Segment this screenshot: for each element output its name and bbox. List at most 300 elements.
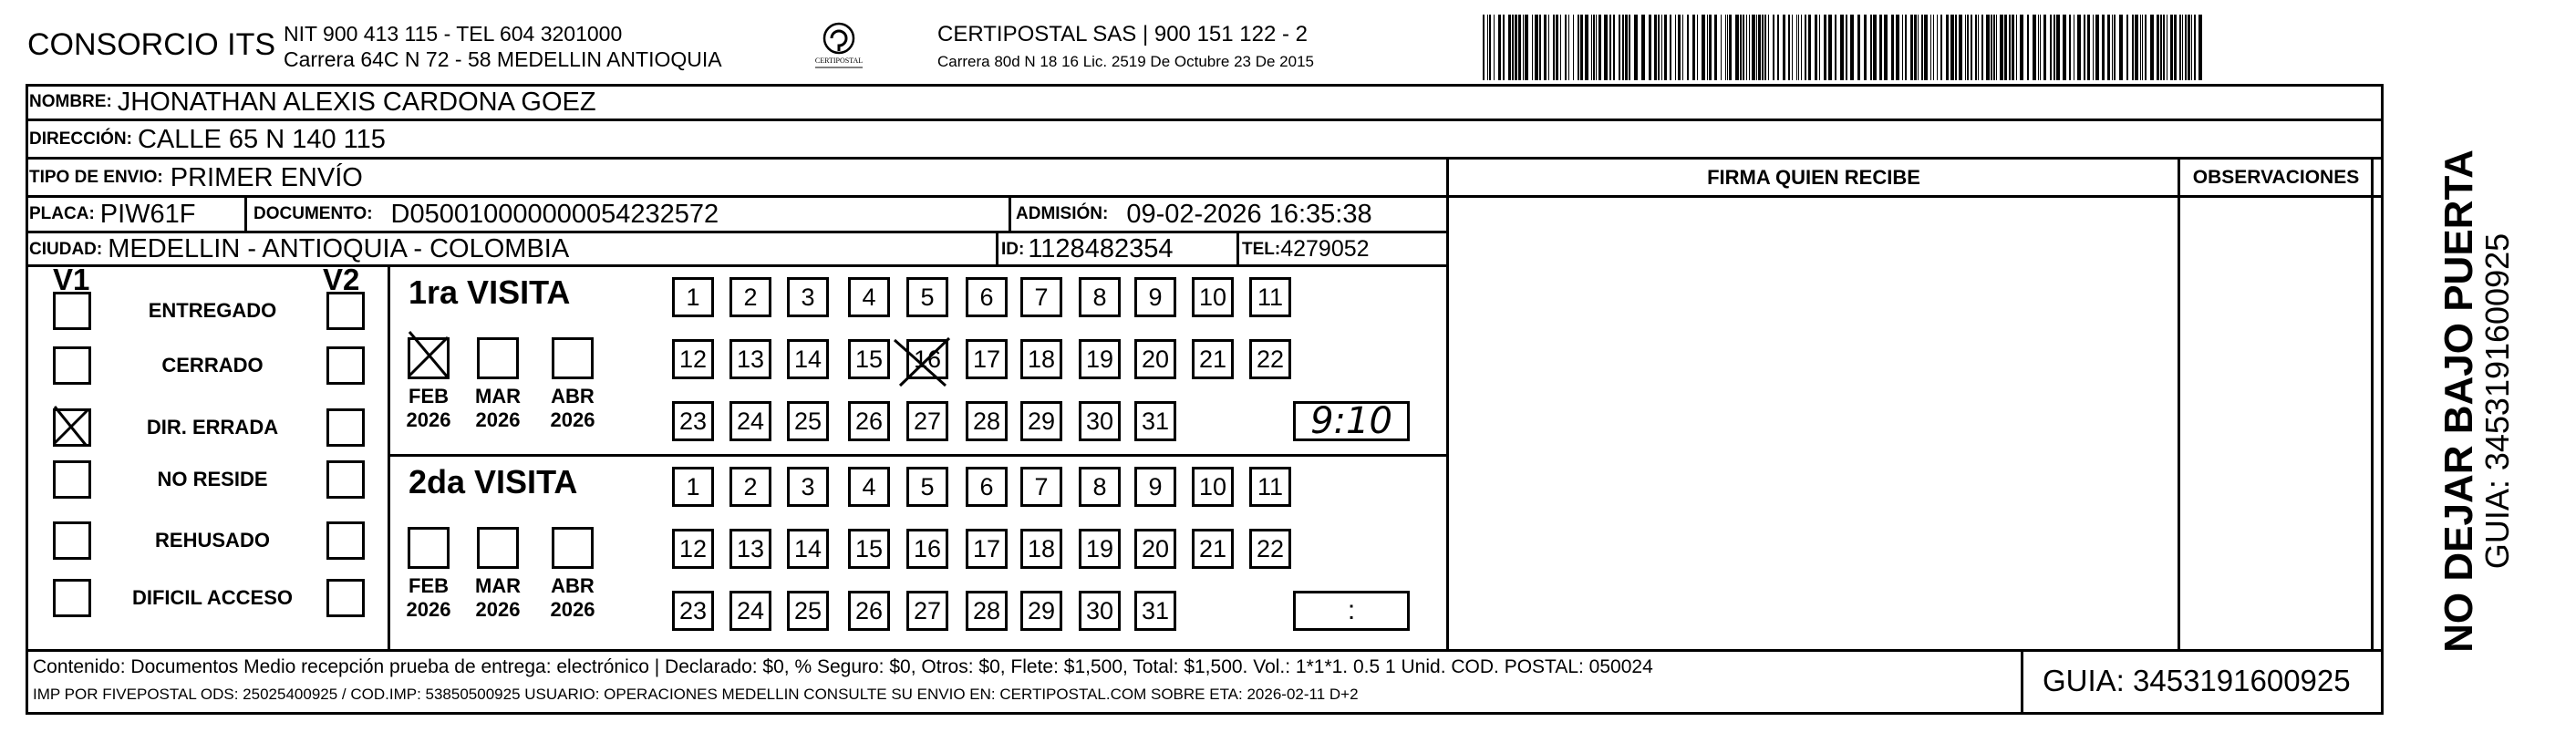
id-value: 1128482354 [1028,234,1174,263]
day-box[interactable]: 28 [966,591,1008,631]
barcode-bar [1955,15,1957,80]
footer-guia: GUIA: 3453191600925 [2043,664,2351,697]
nombre-field [29,85,596,119]
barcode-bar [1762,15,1764,80]
day-box[interactable]: 2 [729,277,771,317]
barcode-bar [2163,15,2165,80]
barcode-bar [1678,15,1681,80]
barcode-bar [2140,15,2141,80]
barcode-bar [1946,15,1949,80]
barcode-bar [2126,15,2128,80]
barcode-bar [1924,15,1928,80]
barcode-bar [1709,15,1712,80]
day-box[interactable]: 12 [672,339,714,379]
barcode-bar [2009,15,2011,80]
day-box[interactable]: 17 [966,339,1008,379]
visit-time-box[interactable]: : [1293,591,1410,631]
barcode-bar [1629,15,1630,80]
documento-field [253,197,719,232]
nombre-value: JHONATHAN ALEXIS CARDONA GOEZ [117,87,596,117]
barcode-bar [2087,15,2090,80]
barcode-bar [1981,15,1983,80]
barcode-bar [1661,15,1662,80]
barcode-bar [2179,15,2181,80]
day-box[interactable]: 9 [1134,277,1176,317]
barcode-bar [1879,15,1882,80]
footer-contenido: Contenido: Documentos Medio recepción prueba de entrega: electrónico | Declarado: $0, % Seguro: $0, Otros: $0, Flete: $1,500, Total: $1,500. Vol.: 1*1*1. 0.5 1 Unid. COD. POSTAL: 050024 [33,656,1653,677]
status-v1-checkbox[interactable] [53,408,91,447]
v1-header: V1 [53,263,90,296]
barcode-bar [2107,15,2110,80]
day-box[interactable]: 14 [787,529,829,569]
day-box[interactable]: 15 [848,529,890,569]
barcode-bar [1864,15,1867,80]
day-box[interactable]: 6 [966,467,1008,507]
barcode-bar [1808,15,1811,80]
day-box[interactable]: 7 [1020,467,1062,507]
barcode-bar [2033,15,2036,80]
barcode-bar [1721,15,1722,80]
barcode-bar [1494,15,1495,80]
barcode-bar [1675,15,1676,80]
barcode-bar [2170,15,2173,80]
barcode-bar [1796,15,1797,80]
barcode-bar [1641,15,1645,80]
barcode-bar [1991,15,1992,80]
barcode-bar [1609,15,1611,80]
barcode-bar [1548,15,1549,80]
barcode-bar [1578,15,1579,80]
barcode-bar [2056,15,2060,80]
barcode-bar [1692,15,1695,80]
day-box[interactable]: 31 [1134,591,1176,631]
barcode-bar [1967,15,1969,80]
month-label [545,574,600,622]
month-year: 2026 [475,408,521,431]
day-box[interactable]: 31 [1134,401,1176,441]
tel-value: 4279052 [1280,236,1370,262]
barcode-bar [1664,15,1667,80]
logo-text: CERTIPOSTAL [814,57,864,65]
month-name: ABR [551,385,595,407]
day-box[interactable]: 1 [672,277,714,317]
barcode-bar [1752,15,1755,80]
month-label [545,385,600,432]
barcode-bar [1905,15,1907,80]
barcode-bar [2004,15,2007,80]
barcode-bar [1532,15,1533,80]
barcode-bar [1498,15,1501,80]
day-box[interactable]: 25 [787,401,829,441]
month-label [471,574,525,622]
barcode-bar [1910,15,1913,80]
barcode-bar [1707,15,1708,80]
barcode-bar [1735,15,1739,80]
barcode-bar [2077,15,2081,80]
barcode-bar [2112,15,2113,80]
barcode-bar [1729,15,1732,80]
status-v1-checkbox[interactable] [53,460,91,499]
status-option-label: DIFICIL ACCESO [131,586,293,609]
certipostal-address: Carrera 80d N 18 16 Lic. 2519 De Octubre 23 De 2015 [937,53,1314,70]
firma-header: FIRMA QUIEN RECIBE [1707,166,1920,189]
barcode-bar [2191,15,2192,80]
barcode-bar [1573,15,1574,80]
month-label [471,385,525,432]
barcode-bar [2093,15,2094,80]
barcode-bar [2020,15,2023,80]
barcode-bar [1835,15,1836,80]
day-box[interactable]: 4 [848,467,890,507]
company-nit: NIT 900 413 115 - TEL 604 3201000 [284,22,623,46]
barcode-bar [1539,15,1541,80]
x-mark-icon [53,408,91,447]
day-box[interactable]: 8 [1079,467,1121,507]
day-box[interactable]: 11 [1249,467,1291,507]
barcode-bar [1891,15,1894,80]
status-v2-checkbox[interactable] [326,460,365,499]
month-name: FEB [409,574,449,597]
month-name: MAR [474,385,522,407]
month-year: 2026 [406,598,451,621]
barcode-bar [1568,15,1569,80]
barcode-bar [1768,15,1769,80]
barcode-bar [1565,15,1567,80]
barcode-bar [1749,15,1750,80]
barcode-bar [1649,15,1651,80]
barcode-bar [1523,15,1524,80]
day-box[interactable]: 21 [1192,339,1234,379]
barcode-bar [1902,15,1903,80]
barcode-bar [2185,15,2187,80]
day-box[interactable]: 4 [848,277,890,317]
company-name: CONSORCIO ITS [27,27,276,62]
day-box[interactable]: 18 [1020,529,1062,569]
barcode-bar [2040,15,2041,80]
barcode-bar [2054,15,2055,80]
barcode-bar [2150,15,2154,80]
barcode-bar [1515,15,1517,80]
status-v1-checkbox[interactable] [53,292,91,330]
status-v2-checkbox[interactable] [326,521,365,560]
barcode-bar [1658,15,1660,80]
day-box[interactable]: 20 [1134,339,1176,379]
barcode-bar [1625,15,1628,80]
v2-header: V2 [323,263,360,296]
tipo-envio-field [29,160,363,196]
barcode-bar [1727,15,1728,80]
barcode-bar [2069,15,2071,80]
day-box[interactable]: 15 [848,339,890,379]
barcode-bar [2102,15,2105,80]
barcode-bar [1525,15,1528,80]
status-option-label: DIR. ERRADA [146,416,279,438]
barcode-bar [1764,15,1766,80]
barcode-bar [1978,15,1979,80]
day-box[interactable]: 22 [1249,529,1291,569]
month-name: FEB [409,385,449,407]
month-year: 2026 [475,598,521,621]
barcode-bar [1596,15,1597,80]
barcode-bar [1783,15,1785,80]
day-box[interactable]: 1 [672,467,714,507]
day-box[interactable]: 29 [1020,401,1062,441]
barcode-bar [1598,15,1601,80]
day-box[interactable]: 17 [966,529,1008,569]
barcode-bar [1518,15,1521,80]
month-year: 2026 [550,408,595,431]
barcode-bar [2043,15,2046,80]
barcode-bar [2174,15,2177,80]
barcode-bar [1824,15,1826,80]
barcode-bar [2016,15,2017,80]
day-box[interactable]: 13 [729,529,771,569]
day-box[interactable]: 16 [906,339,948,379]
barcode-bar [1815,15,1817,80]
month-year: 2026 [406,408,451,431]
barcode-bar [2000,15,2003,80]
day-box[interactable]: 21 [1192,529,1234,569]
barcode-bar [1560,15,1561,80]
barcode-bar [1805,15,1806,80]
status-v2-checkbox[interactable] [326,292,365,330]
barcode-bar [1613,15,1615,80]
day-box[interactable]: 24 [729,401,771,441]
status-v1-checkbox[interactable] [53,579,91,617]
barcode-bar [1940,15,1942,80]
barcode-bar [1508,15,1511,80]
barcode-bar [1986,15,1990,80]
status-v2-checkbox[interactable] [326,346,365,385]
barcode-bar [1670,15,1671,80]
day-box[interactable]: 3 [787,467,829,507]
status-v1-checkbox[interactable] [53,346,91,385]
barcode-bar [1993,15,1995,80]
day-box[interactable]: 9 [1134,467,1176,507]
day-box[interactable]: 7 [1020,277,1062,317]
day-box[interactable]: 10 [1192,467,1234,507]
status-option-label: NO RESIDE [157,468,268,490]
status-option-label: ENTREGADO [148,299,277,322]
barcode-bar [2084,15,2085,80]
barcode-bar [1773,15,1774,80]
ciudad-label: CIUDAD: [29,239,103,259]
month-label [401,385,456,432]
barcode-bar [1553,15,1555,80]
barcode-bar [1914,15,1917,80]
barcode-bar [2145,15,2147,80]
barcode-bar [1591,15,1592,80]
barcode-bar [1819,15,1820,80]
barcode-bar [1512,15,1514,80]
admision-field [1016,197,1372,232]
day-box[interactable]: 25 [787,591,829,631]
ciudad-value: MEDELLIN - ANTIOQUIA - COLOMBIA [108,234,570,263]
barcode-bar [1996,15,1997,80]
barcode-bar [1483,15,1485,80]
barcode-bar [1884,15,1888,80]
status-v2-checkbox[interactable] [326,579,365,617]
tipo-label: TIPO DE ENVIO: [29,168,163,187]
documento-value: D050010000000054232572 [390,199,719,229]
company-address: Carrera 64C N 72 - 58 MEDELLIN ANTIOQUIA [284,47,722,71]
id-field [1001,232,1173,266]
barcode-bar [1746,15,1747,80]
barcode-bar [1687,15,1689,80]
month-checkbox[interactable] [477,527,519,569]
month-year: 2026 [550,598,595,621]
observaciones-header: OBSERVACIONES [2192,167,2360,188]
barcode-bar [1896,15,1899,80]
barcode-bar [1556,15,1558,80]
ciudad-field [29,232,569,266]
day-box[interactable]: 19 [1079,339,1121,379]
visit-title: 2da VISITA [409,463,578,500]
day-box[interactable]: 30 [1079,591,1121,631]
month-name: MAR [474,574,522,597]
tel-label: TEL: [1242,239,1281,259]
placa-value: PIW61F [99,199,196,229]
day-box[interactable]: 5 [906,467,948,507]
day-box[interactable]: 8 [1079,277,1121,317]
month-checkbox[interactable] [408,337,450,379]
barcode-bar [1654,15,1657,80]
day-box[interactable]: 20 [1134,529,1176,569]
barcode-bar [1801,15,1802,80]
barcode-bar [1933,15,1934,80]
barcode-bar [2198,15,2202,80]
day-box[interactable]: 12 [672,529,714,569]
barcode-bar [2157,15,2159,80]
barcode-bar [1930,15,1931,80]
status-option-label: REHUSADO [155,529,270,552]
barcode-bar [1544,15,1547,80]
barcode-bar [1622,15,1624,80]
barcode-bar [1950,15,1954,80]
barcode-bar [1857,15,1860,80]
barcode-bar [1604,15,1608,80]
visit-title: 1ra VISITA [409,273,571,311]
status-v1-checkbox[interactable] [53,521,91,560]
certipostal-logo [812,20,866,75]
barcode-bar [1937,15,1938,80]
certipostal-name: CERTIPOSTAL SAS | 900 151 122 - 2 [937,22,1308,46]
month-checkbox[interactable] [408,527,450,569]
barcode-bar [1798,15,1799,80]
barcode-bar [2182,15,2183,80]
barcode-bar [2135,15,2138,80]
barcode-bar [2114,15,2116,80]
barcode-bar [2132,15,2134,80]
barcode-bar [1585,15,1588,80]
visit-time-box[interactable]: 9:10 [1293,401,1410,441]
day-box[interactable]: 13 [729,339,771,379]
day-box[interactable]: 30 [1079,401,1121,441]
barcode-bar [1535,15,1538,80]
barcode-bar [1756,15,1757,80]
barcode-bar [1777,15,1779,80]
barcode-bar [2142,15,2143,80]
side-guia: GUIA: 3453191600925 [2478,232,2516,570]
status-v2-checkbox[interactable] [326,408,365,447]
day-box[interactable]: 24 [729,591,771,631]
footer-imp: IMP POR FIVEPOSTAL ODS: 25025400925 / COD.IMP: 53850500925 USUARIO: OPERACIONES MEDELLIN CONSULTE SU ENVIO EN: CERTIPOSTAL.COM SOBRE ETA: 2026-02-11 D+2 [33,686,1359,703]
month-label [401,574,456,622]
day-box[interactable]: 29 [1020,591,1062,631]
barcode-bar [2119,15,2123,80]
day-box[interactable]: 10 [1192,277,1234,317]
barcode-bar [1921,15,1923,80]
barcode [1483,15,2203,80]
barcode-bar [2027,15,2029,80]
barcode-bar [1702,15,1705,80]
month-checkbox[interactable] [477,337,519,379]
barcode-bar [2095,15,2099,80]
barcode-bar [1697,15,1698,80]
day-box[interactable]: 16 [906,529,948,569]
barcode-bar [1487,15,1488,80]
day-box[interactable]: 18 [1020,339,1062,379]
barcode-bar [1740,15,1742,80]
direccion-field [29,121,386,158]
barcode-bar [1959,15,1962,80]
day-box[interactable]: 26 [848,401,890,441]
day-box[interactable]: 5 [906,277,948,317]
barcode-bar [1714,15,1717,80]
barcode-bar [1846,15,1847,80]
day-box[interactable]: 28 [966,401,1008,441]
day-box[interactable]: 26 [848,591,890,631]
day-box[interactable]: 23 [672,401,714,441]
barcode-bar [1840,15,1844,80]
month-checkbox[interactable] [552,527,594,569]
day-box[interactable]: 2 [729,467,771,507]
barcode-bar [1975,15,1977,80]
documento-label: DOCUMENTO: [253,204,373,223]
day-box[interactable]: 22 [1249,339,1291,379]
barcode-bar [1758,15,1761,80]
day-box[interactable]: 3 [787,277,829,317]
barcode-bar [1792,15,1793,80]
day-box[interactable]: 11 [1249,277,1291,317]
barcode-bar [1743,15,1744,80]
side-text [2438,150,2515,653]
day-box[interactable]: 23 [672,591,714,631]
admision-value: 09-02-2026 16:35:38 [1126,199,1372,229]
direccion-value: CALLE 65 N 140 115 [137,124,386,154]
id-label: ID: [1001,239,1025,259]
x-mark-icon [891,333,955,387]
day-box[interactable]: 6 [966,277,1008,317]
barcode-bar [1788,15,1790,80]
month-checkbox[interactable] [552,337,594,379]
day-box[interactable]: 14 [787,339,829,379]
day-box[interactable]: 27 [906,591,948,631]
barcode-bar [1725,15,1726,80]
day-box[interactable]: 19 [1079,529,1121,569]
x-mark-icon [408,337,450,379]
day-box[interactable]: 27 [906,401,948,441]
nombre-label: NOMBRE: [29,92,112,111]
barcode-bar [1873,15,1877,80]
month-name: ABR [551,574,595,597]
admision-label: ADMISIÓN: [1016,204,1109,223]
barcode-bar [2188,15,2190,80]
barcode-bar [2050,15,2052,80]
barcode-bar [1619,15,1620,80]
barcode-bar [1965,15,1966,80]
tel-field [1242,232,1370,266]
